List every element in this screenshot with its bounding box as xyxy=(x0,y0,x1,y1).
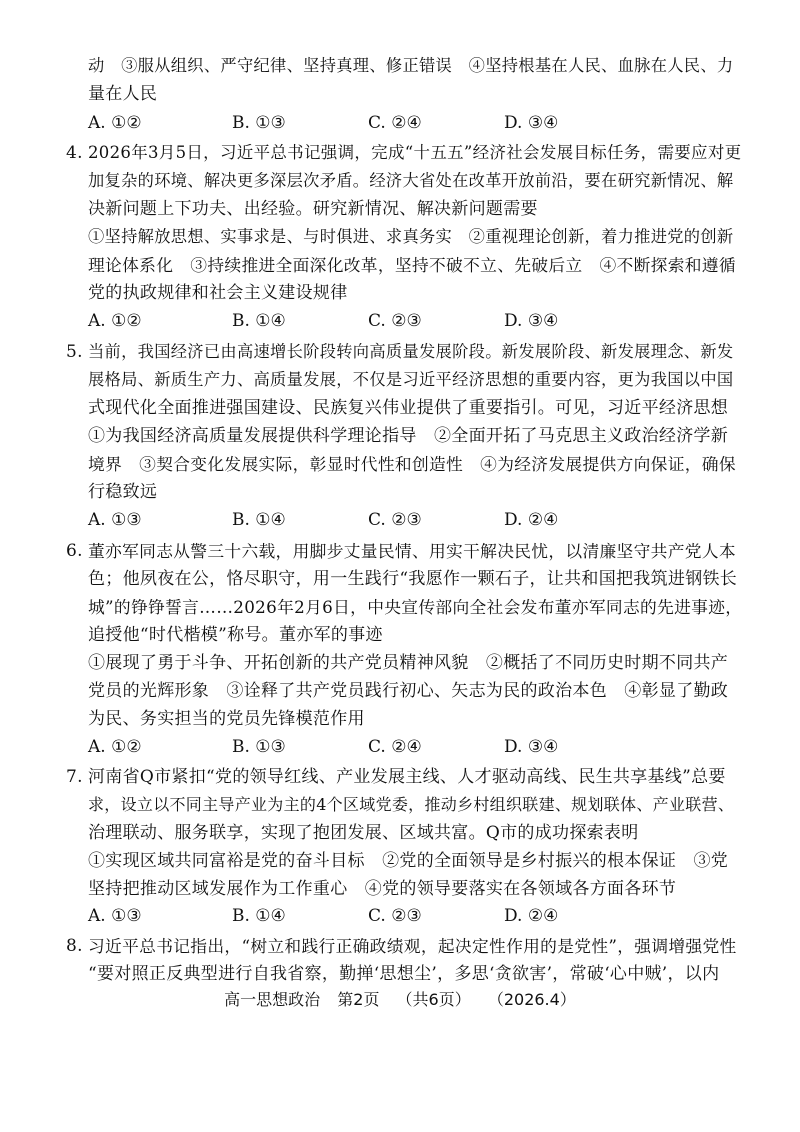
footer-page: 第2页 xyxy=(337,990,380,1009)
q3-options xyxy=(88,110,688,136)
q4-option-a: A. ①② xyxy=(88,311,142,331)
q6-line-3: 城”的铮铮誓言……2026年2月6日，中央宣传部向全社会发布董亦军同志的先进事迹， xyxy=(88,597,743,617)
page-footer xyxy=(0,988,800,1012)
q4-line-4: ①坚持解放思想、实事求是、与时俱进、求真务实 ②重视理论创新，着力推进党的创新 xyxy=(88,227,734,246)
q7-line-2: 求，设立以不同主导产业为主的4个区域党委，推动乡村组织联建、规划联体、产业联营、 xyxy=(88,795,735,814)
q5-option-c: C. ②③ xyxy=(368,510,422,530)
q5-line-4: ①为我国经济高质量发展提供科学理论指导 ②全面开拓了马克思主义政治经济学新 xyxy=(88,426,729,446)
q3-option-d: D. ③④ xyxy=(504,113,559,133)
q6-line-1: 董亦军同志从警三十六载，用脚步丈量民情、用实干解决民忧，以清廉坚守共产党人本 xyxy=(88,541,736,561)
q4-line-5: 理论体系化 ③持续推进全面深化改革，坚持不破不立、先破后立 ④不断探索和遵循 xyxy=(88,255,736,275)
q7-line-1: 河南省Q市紧扣“党的领导红线、产业发展主线、人才驱动高线、民生共享基线”总要 xyxy=(88,767,726,787)
q3-option-c: C. ②④ xyxy=(368,113,422,133)
q4-line-2: 加复杂的环境、解决更多深层次矛盾。经济大省处在改革开放前沿，要在研究新情况、解 xyxy=(88,171,734,190)
footer-date: （2026.4） xyxy=(487,990,576,1009)
q8-line-2: “要对照正反典型进行自我省察，勤掸‘思想尘’，多思‘贪欲害’，常破‘心中贼’，以内 xyxy=(88,964,720,984)
q6-line-7: 为民、务实担当的党员先锋模范作用 xyxy=(88,709,365,729)
q7-option-c: C. ②③ xyxy=(368,906,422,926)
q6-line-5: ①展现了勇于斗争、开拓创新的共产党员精神风貌 ②概括了不同历史时期不同共产 xyxy=(88,653,729,673)
q4-option-c: C. ②③ xyxy=(368,311,422,331)
q5-line-6: 行稳致远 xyxy=(88,482,158,502)
q5-option-d: D. ②④ xyxy=(504,510,559,530)
q7-options xyxy=(88,903,688,929)
q4-line-3: 决新问题上下功夫、出经验。研究新情况、解决新问题需要 xyxy=(88,199,538,219)
q5-number: 5. xyxy=(66,342,83,362)
q8-line-1: 习近平总书记指出，“树立和践行正确政绩观，起决定性作用的是党性”，强调增强党性 xyxy=(88,936,737,956)
q5-line-1: 当前，我国经济已由高速增长阶段转向高质量发展阶段。新发展阶段、新发展理念、新发 xyxy=(88,342,734,361)
q5-option-b: B. ①④ xyxy=(232,510,286,530)
q6-options xyxy=(88,734,688,760)
q4-line-6: 党的执政规律和社会主义建设规律 xyxy=(88,283,348,303)
q3-option-a: A. ①② xyxy=(88,113,142,133)
q7-line-5: 坚持把推动区域发展作为工作重心 ④党的领导要落实在各领域各方面各环节 xyxy=(88,879,677,899)
q4-line-1: 2026年3月5日，习近平总书记强调，完成“十五五”经济社会发展目标任务，需要应对更 xyxy=(88,143,742,162)
q3-option-b: B. ①③ xyxy=(232,113,286,133)
q7-line-3: 治理联动、服务联享，实现了抱团发展、区域共富。Q市的成功探索表明 xyxy=(88,823,639,843)
q7-line-4: ①实现区域共同富裕是党的奋斗目标 ②党的全面领导是乡村振兴的根本保证 ③党 xyxy=(88,851,729,871)
q5-line-3: 式现代化全面推进强国建设、民族复兴伟业提供了重要指引。可见，习近平经济思想 xyxy=(88,398,729,418)
q7-option-d: D. ②④ xyxy=(504,906,559,926)
q3-line-2: 量在人民 xyxy=(88,84,158,104)
q5-options xyxy=(88,507,688,533)
q6-option-d: D. ③④ xyxy=(504,737,559,757)
q5-line-2: 展格局、新质生产力、高质量发展，不仅是习近平经济思想的重要内容，更为我国以中国 xyxy=(88,370,734,389)
q6-option-a: A. ①② xyxy=(88,737,142,757)
footer-subject: 高一思想政治 xyxy=(224,990,321,1009)
q4-options xyxy=(88,308,688,334)
q4-option-d: D. ③④ xyxy=(504,311,559,331)
q8-number: 8. xyxy=(66,936,83,956)
q7-number: 7. xyxy=(66,767,83,787)
q4-number: 4. xyxy=(66,143,83,163)
q6-line-4: 追授他“时代楷模”称号。董亦军的事迹 xyxy=(88,625,383,645)
q6-line-2: 色；他夙夜在公，恪尽职守，用一生践行“我愿作一颗石子，让共和国把我筑进钢铁长 xyxy=(88,569,738,589)
q6-option-c: C. ②④ xyxy=(368,737,422,757)
q5-option-a: A. ①③ xyxy=(88,510,142,530)
q6-number: 6. xyxy=(66,541,83,561)
q6-line-6: 党员的光辉形象 ③诠释了共产党员践行初心、矢志为民的政治本色 ④彰显了勤政 xyxy=(88,681,729,701)
q5-line-5: 境界 ③契合变化发展实际，彰显时代性和创造性 ④为经济发展提供方向保证，确保 xyxy=(88,454,736,474)
q7-option-b: B. ①④ xyxy=(232,906,286,926)
q4-option-b: B. ①④ xyxy=(232,311,286,331)
q7-option-a: A. ①③ xyxy=(88,906,142,926)
footer-total: （共6页） xyxy=(396,990,471,1009)
q6-option-b: B. ①③ xyxy=(232,737,286,757)
q3-line-1: 动 ③服从组织、严守纪律、坚持真理、修正错误 ④坚持根基在人民、血脉在人民、力 xyxy=(88,56,734,75)
